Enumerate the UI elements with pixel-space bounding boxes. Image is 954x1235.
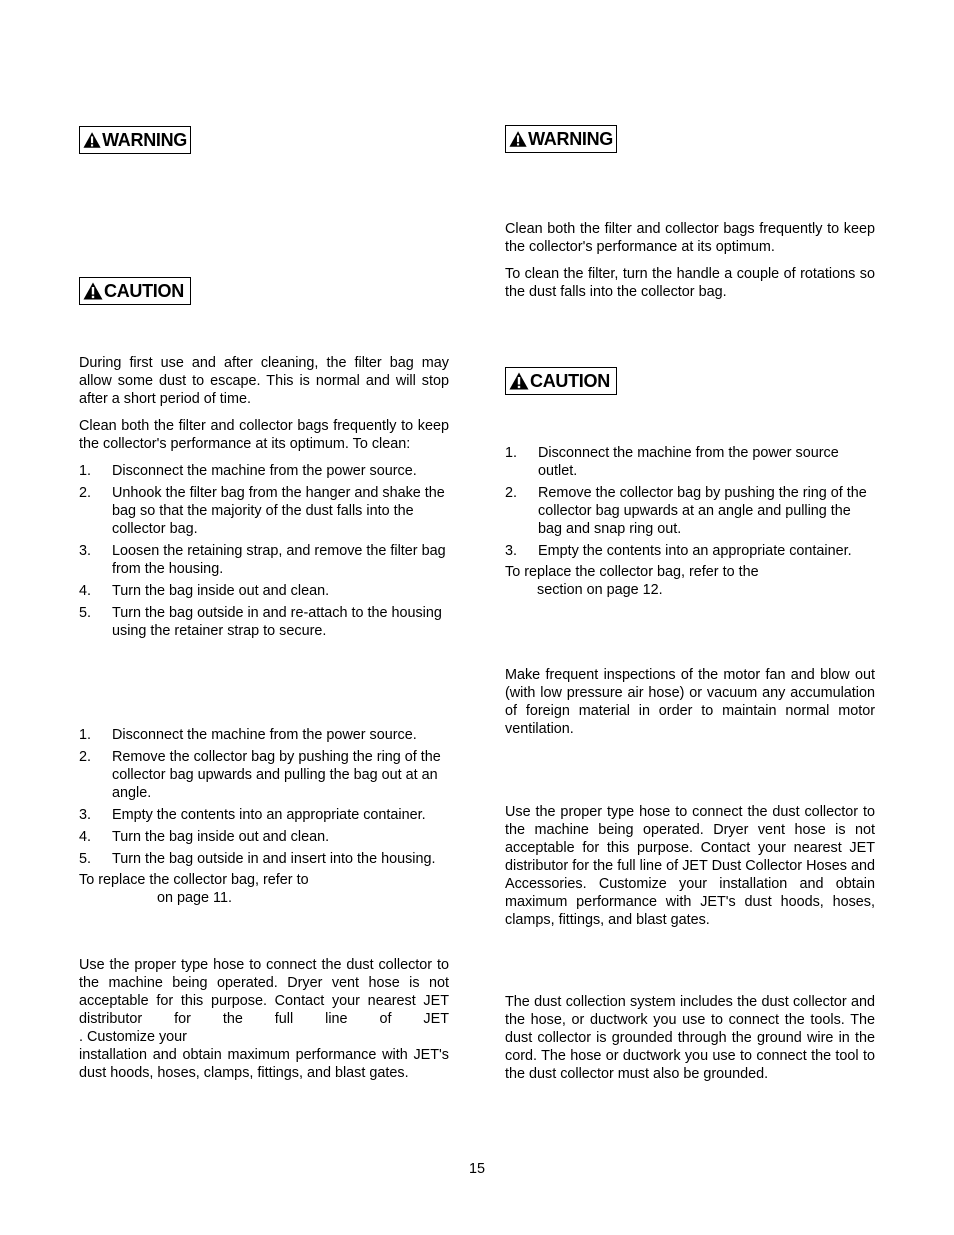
hose-section [505, 803, 875, 929]
collector-bag-steps [79, 726, 449, 868]
replace-bag-line: To replace the collector bag, refer to the [505, 564, 759, 580]
clean-filter-paragraph: To clean the filter, turn the handle a couple of rotations so the dust falls into the collector bag. [505, 266, 875, 300]
caution-badge [505, 367, 617, 395]
caution-label: CAUTION [530, 370, 610, 391]
collector-empty-section [505, 444, 875, 599]
warning-badge [79, 126, 191, 154]
filter-cleaning-section [79, 354, 449, 644]
warning-label: WARNING [528, 128, 613, 149]
caution-label: CAUTION [104, 280, 184, 301]
list-item: 4. Turn the bag inside out and clean. [79, 583, 330, 599]
list-item: 1. Disconnect the machine from the power source outlet. [505, 445, 839, 479]
first-use-paragraph: During first use and after cleaning, the filter bag may allow some dust to escape. This is normal and will stop after a short period of time. [79, 355, 449, 407]
motor-section [505, 666, 875, 738]
warning-triangle-icon [83, 131, 101, 149]
hose-paragraph-2: . Customize your [79, 1029, 187, 1045]
grounding-paragraph: The dust collection system includes the dust collector and the hose, or ductwork you use to connect the tools. The dust collector is grounded through the ground wire in the cord. The hose or ductwork you use to connect the tool to the dust collector must also be grounded. [505, 994, 875, 1082]
list-item: 3. Empty the contents into an appropriate container. [505, 543, 852, 559]
list-item: 3. Loosen the retaining strap, and remove the filter bag from the housing. [79, 543, 446, 577]
list-item: 5. Turn the bag outside in and insert into the housing. [79, 851, 436, 867]
replace-bag-page-ref: on page 11. [157, 890, 232, 906]
collector-empty-steps [505, 444, 875, 560]
hose-section [79, 956, 449, 1082]
motor-paragraph: Make frequent inspections of the motor fan and blow out (with low pressure air hose) or vacuum any accumulation of foreign material in order to maintain normal motor ventilation. [505, 667, 875, 737]
replace-bag-page-ref: section on page 12. [537, 582, 663, 598]
clean-bags-paragraph: Clean both the filter and collector bags frequently to keep the collector's performance at its optimum. [505, 221, 875, 255]
list-item: 2. Remove the collector bag by pushing the ring of the collector bag upwards at an angle and pulling the bag and snap ring out. [505, 485, 867, 537]
page-number: 15 [468, 1161, 485, 1177]
hose-paragraph: Use the proper type hose to connect the dust collector to the machine being operated. Dryer vent hose is not acceptable for this purpose. Contact your nearest JET distributor for the full line of JET Dust Collector Hoses and Accessories. Customize your installation and obtain maximum performance with JET's dust hoods, hoses, clamps, fittings, and blast gates. [505, 804, 875, 928]
list-item: 3. Empty the contents into an appropriate container. [79, 807, 426, 823]
warning-triangle-icon [509, 130, 527, 148]
filter-bag-steps [79, 462, 449, 640]
caution-triangle-icon [509, 372, 529, 390]
list-item: 1. Disconnect the machine from the power source. [79, 463, 417, 479]
clean-intro-paragraph: Clean both the filter and collector bags frequently to keep the collector's performance at its optimum. To clean: [79, 418, 449, 452]
warning-badge [505, 125, 617, 153]
grounding-section [505, 993, 875, 1083]
list-item: 4. Turn the bag inside out and clean. [79, 829, 330, 845]
caution-triangle-icon [83, 282, 103, 300]
collector-bag-section [79, 726, 449, 907]
warning-label: WARNING [102, 129, 187, 150]
list-item: 5. Turn the bag outside in and re-attach to the housing using the retainer strap to secure. [79, 605, 442, 639]
caution-badge [79, 277, 191, 305]
filter-handle-section [505, 220, 875, 301]
replace-bag-line: To replace the collector bag, refer to [79, 872, 309, 888]
list-item: 2. Unhook the filter bag from the hanger and shake the bag so that the majority of the dust falls into the collector bag. [79, 485, 445, 537]
hose-paragraph-1: Use the proper type hose to connect the dust collector to the machine being operated. Dryer vent hose is not acceptable for this purpose. Contact your nearest JET distributor for the full line of JET [79, 957, 449, 1027]
hose-paragraph-3: installation and obtain maximum performance with JET's dust hoods, hoses, clamps, fittings, and blast gates. [79, 1047, 449, 1081]
list-item: 2. Remove the collector bag by pushing the ring of the collector bag upwards and pulling the bag out at an angle. [79, 749, 441, 801]
list-item: 1. Disconnect the machine from the power source. [79, 727, 417, 743]
